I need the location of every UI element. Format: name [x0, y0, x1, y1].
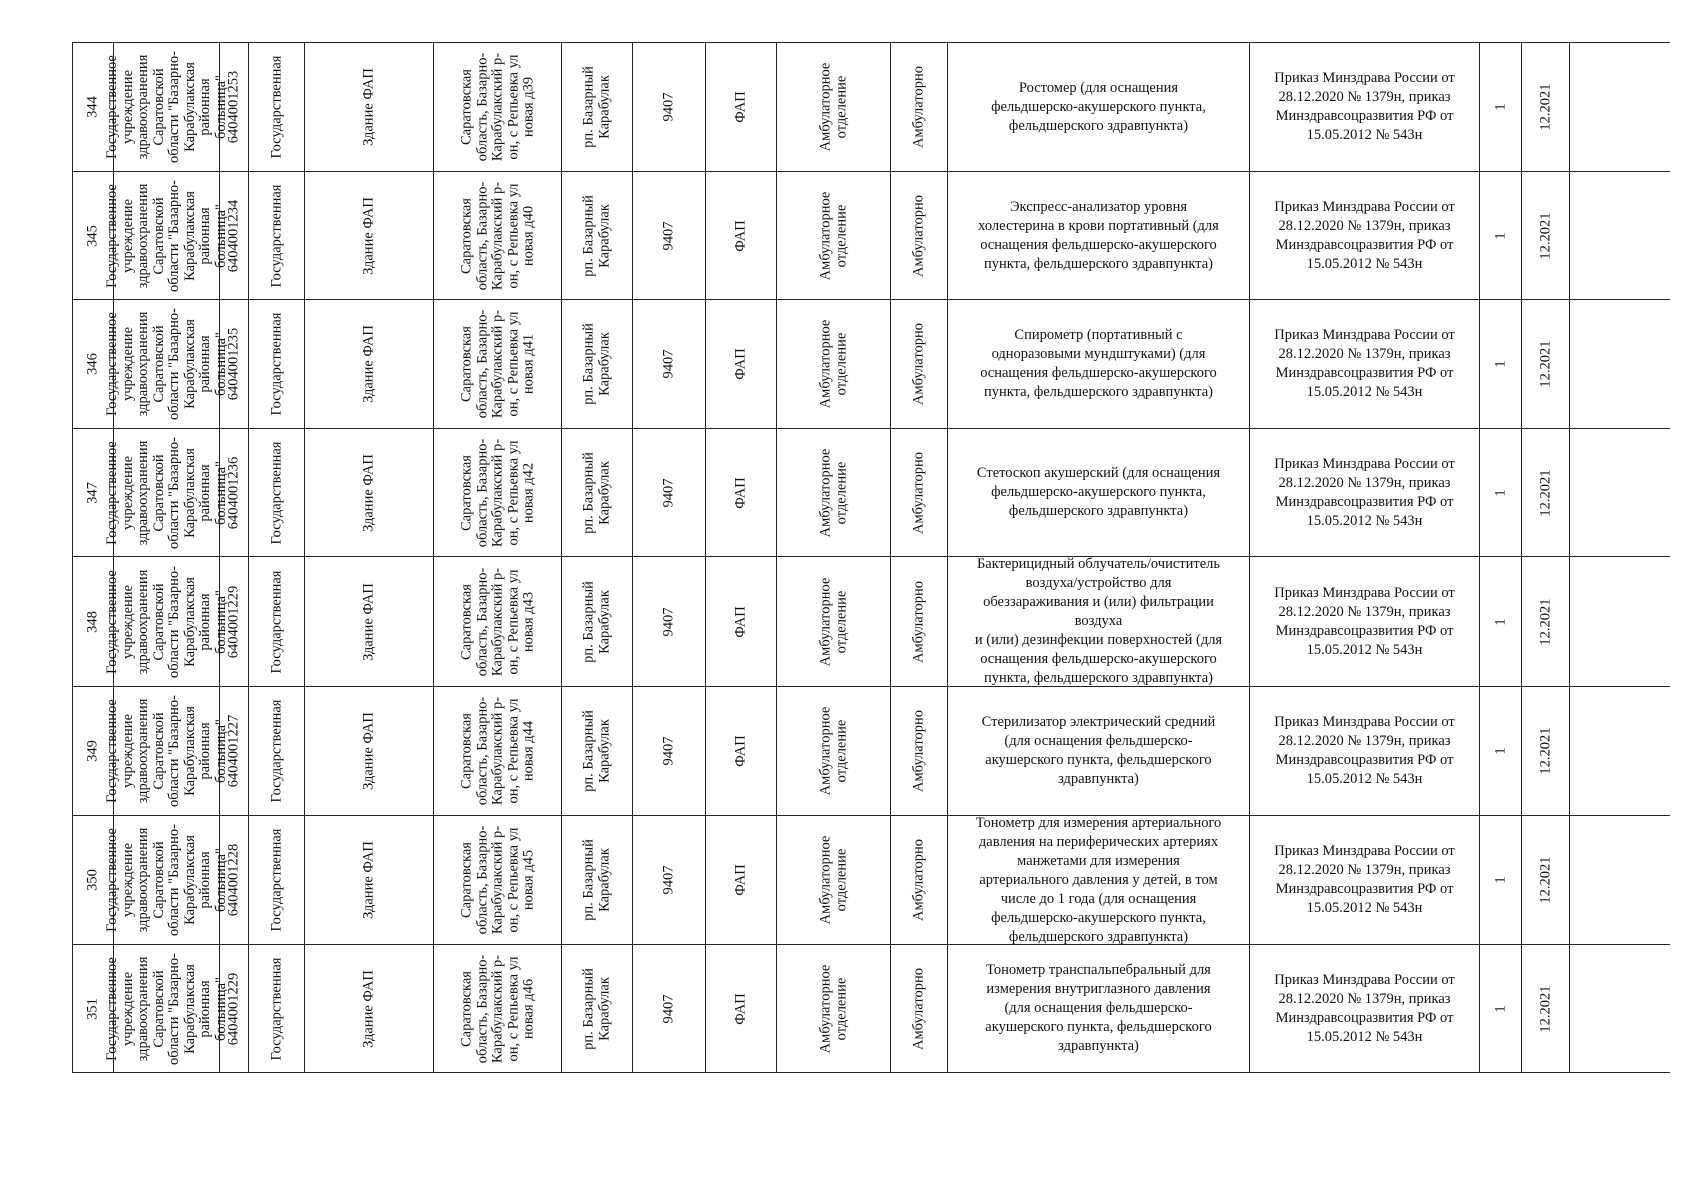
- cell-locality: [562, 429, 633, 556]
- cell-building: [305, 300, 434, 428]
- cell-locality: [562, 557, 633, 686]
- cell-type-text: ФАП: [732, 864, 749, 896]
- table-row: [72, 299, 1670, 428]
- cell-qty-text: 1: [1491, 1004, 1508, 1013]
- cell-mode-text: Амбулаторно: [910, 322, 927, 406]
- cell-building: [305, 816, 434, 944]
- cell-qty: [1480, 816, 1522, 944]
- cell-oktmo: [633, 429, 706, 556]
- cell-org-text: Государственное учреждение здравоохранения Саратовской области "Базарно- Карабулакская районная больница": [103, 565, 228, 678]
- cell-org-text: Государственное учреждение здравоохранения Саратовской области "Базарно- Карабулакская районная больница": [103, 694, 228, 808]
- cell-equipment-text: Тонометр для измерения артериального давления на периферических артериях манжетами для измерения артериального давления у детей, в том числе до 1 года (для оснащения фельдшерско-акушерского пункта, фельдшерского здравпункта): [975, 814, 1222, 945]
- cell-org: [103, 687, 228, 815]
- cell-mode-text: Амбулаторно: [910, 65, 927, 149]
- cell-basis-text: Приказ Минздрава России от 28.12.2020 № 1379н, приказ Минздравсоцразвития РФ от 15.05.2012 № 543н: [1274, 843, 1455, 916]
- cell-type-text: ФАП: [732, 348, 749, 380]
- cell-address: [434, 300, 562, 428]
- cell-date: [1522, 43, 1570, 171]
- table-row: [72, 815, 1670, 944]
- cell-date: [1522, 945, 1570, 1072]
- cell-building: [305, 172, 434, 299]
- cell-org-text: Государственное учреждение здравоохранения Саратовской области "Базарно- Карабулакская районная больница": [103, 179, 228, 292]
- cell-locality-text: рп. Базарный Карабулак: [580, 580, 612, 663]
- cell-address: [434, 43, 562, 171]
- cell-code: [220, 816, 249, 944]
- cell-address-text: Саратовская область, Базарно- Карабулакский р- он, с Репьевка ул новая д44: [457, 696, 536, 806]
- cell-mode: [891, 945, 948, 1072]
- cell-oktmo: [633, 687, 706, 815]
- cell-locality: [562, 945, 633, 1072]
- cell-basis-text: Приказ Минздрава России от 28.12.2020 № 1379н, приказ Минздравсоцразвития РФ от 15.05.2012 № 543н: [1274, 455, 1455, 529]
- cell-date: [1522, 429, 1570, 556]
- cell-oktmo: [633, 557, 706, 686]
- cell-oktmo-text: 9407: [660, 221, 677, 250]
- cell-org: [103, 172, 228, 299]
- cell-department-text: Амбулаторное отделение: [817, 448, 849, 537]
- cell-basis-text: Приказ Минздрава России от 28.12.2020 № 1379н, приказ Минздравсоцразвития РФ от 15.05.2012 № 543н: [1274, 70, 1455, 143]
- cell-ownership-text: Государственная: [267, 184, 284, 287]
- cell-num-text: 346: [84, 353, 101, 375]
- cell-locality: [562, 300, 633, 428]
- cell-num-text: 344: [84, 96, 101, 118]
- cell-equipment: [948, 172, 1250, 299]
- cell-equipment: [948, 557, 1250, 686]
- cell-ownership-text: Государственная: [267, 570, 284, 673]
- cell-equipment: [948, 429, 1250, 556]
- cell-department-text: Амбулаторное отделение: [817, 319, 849, 409]
- cell-mode: [891, 816, 948, 944]
- cell-date-text: 12.2021: [1536, 727, 1553, 775]
- cell-address-text: Саратовская область, Базарно- Карабулакский р- он, с Репьевка ул новая д39: [457, 52, 536, 162]
- cell-qty: [1480, 172, 1522, 299]
- cell-department: [777, 429, 891, 556]
- cell-type: [706, 43, 777, 171]
- cell-num-text: 345: [84, 224, 101, 247]
- cell-building-text: Здание ФАП: [360, 68, 377, 146]
- cell-department-text: Амбулаторное отделение: [817, 62, 849, 152]
- table-row: [72, 686, 1670, 815]
- cell-basis: [1250, 945, 1480, 1072]
- cell-code-text: 6404001234: [225, 199, 242, 272]
- cell-basis-text: Приказ Минздрава России от 28.12.2020 № 1379н, приказ Минздравсоцразвития РФ от 15.05.2012 № 543н: [1274, 714, 1455, 787]
- cell-qty: [1480, 687, 1522, 815]
- cell-building: [305, 687, 434, 815]
- cell-equipment-text: Ростомер (для оснащения фельдшерско-акушерского пункта, фельдшерского здравпункта): [991, 79, 1206, 134]
- cell-qty: [1480, 429, 1522, 556]
- cell-oktmo-text: 9407: [660, 607, 677, 636]
- cell-address: [434, 172, 562, 299]
- equipment-table: [72, 42, 1670, 1067]
- cell-qty: [1480, 557, 1522, 686]
- cell-code-text: 6404001229: [225, 585, 242, 658]
- cell-equipment: [948, 945, 1250, 1072]
- cell-qty-text: 1: [1491, 360, 1508, 368]
- cell-ownership: [249, 300, 305, 428]
- cell-code: [220, 429, 249, 556]
- cell-num-text: 349: [84, 740, 101, 762]
- cell-mode: [891, 429, 948, 556]
- cell-equipment-text: Спирометр (портативный с одноразовыми мундштуками) (для оснащения фельдшерско-акушерского пункта, фельдшерского здравпункта): [980, 327, 1217, 400]
- cell-building-text: Здание ФАП: [360, 196, 377, 275]
- cell-mode-text: Амбулаторно: [910, 709, 927, 793]
- cell-ownership: [249, 687, 305, 815]
- cell-address: [434, 945, 562, 1072]
- cell-address: [434, 816, 562, 944]
- cell-equipment-text: Стерилизатор электрический средний (для оснащения фельдшерско- акушерского пункта, фельдшерского здравпункта): [981, 714, 1216, 787]
- cell-qty-text: 1: [1491, 488, 1508, 497]
- cell-code: [220, 172, 249, 299]
- cell-oktmo: [633, 172, 706, 299]
- cell-mode: [891, 43, 948, 171]
- cell-department: [777, 687, 891, 815]
- cell-mode: [891, 557, 948, 686]
- cell-type: [706, 429, 777, 556]
- cell-department-text: Амбулаторное отделение: [817, 706, 849, 796]
- cell-org: [103, 816, 228, 944]
- cell-type: [706, 172, 777, 299]
- cell-code-text: 6404001235: [225, 327, 242, 401]
- cell-building-text: Здание ФАП: [360, 712, 377, 790]
- cell-date-text: 12.2021: [1536, 83, 1553, 131]
- cell-code-text: 6404001228: [225, 843, 242, 917]
- cell-mode-text: Амбулаторно: [910, 194, 927, 277]
- cell-code: [220, 43, 249, 171]
- cell-basis-text: Приказ Минздрава России от 28.12.2020 № 1379н, приказ Минздравсоцразвития РФ от 15.05.2012 № 543н: [1274, 198, 1455, 272]
- cell-locality: [562, 172, 633, 299]
- cell-org-text: Государственное учреждение здравоохранения Саратовской области "Базарно- Карабулакская районная больница": [103, 50, 228, 164]
- cell-date: [1522, 816, 1570, 944]
- cell-org: [103, 300, 228, 428]
- cell-num-text: 350: [84, 869, 101, 891]
- cell-equipment-text: Экспресс-анализатор уровня холестерина в крови портативный (для оснащения фельдшерско-акушерского пункта, фельдшерского здравпункта): [978, 198, 1219, 272]
- cell-type: [706, 816, 777, 944]
- cell-ownership-text: Государственная: [267, 312, 284, 416]
- cell-address: [434, 557, 562, 686]
- cell-locality: [562, 816, 633, 944]
- cell-address-text: Саратовская область, Базарно- Карабулакский р- он, с Репьевка ул новая д40: [457, 181, 536, 290]
- cell-oktmo-text: 9407: [660, 349, 677, 379]
- cell-locality-text: рп. Базарный Карабулак: [580, 451, 612, 534]
- cell-building: [305, 557, 434, 686]
- cell-locality: [562, 43, 633, 171]
- cell-oktmo: [633, 43, 706, 171]
- cell-locality-text: рп. Базарный Карабулак: [580, 967, 612, 1050]
- cell-department: [777, 816, 891, 944]
- cell-qty-text: 1: [1491, 231, 1508, 240]
- cell-building-text: Здание ФАП: [360, 453, 377, 532]
- cell-oktmo: [633, 945, 706, 1072]
- cell-equipment: [948, 687, 1250, 815]
- cell-type-text: ФАП: [732, 735, 749, 767]
- cell-org: [103, 43, 228, 171]
- cell-address-text: Саратовская область, Базарно- Карабулакский р- он, с Репьевка ул новая д42: [457, 438, 536, 547]
- cell-mode-text: Амбулаторно: [910, 580, 927, 663]
- cell-department: [777, 945, 891, 1072]
- cell-oktmo-text: 9407: [660, 865, 677, 895]
- cell-qty-text: 1: [1491, 103, 1508, 111]
- cell-equipment: [948, 300, 1250, 428]
- cell-department: [777, 172, 891, 299]
- table-row: [72, 171, 1670, 299]
- cell-basis: [1250, 300, 1480, 428]
- cell-date: [1522, 300, 1570, 428]
- cell-qty-text: 1: [1491, 876, 1508, 884]
- cell-address: [434, 687, 562, 815]
- cell-ownership: [249, 43, 305, 171]
- table-row: [72, 428, 1670, 556]
- cell-type: [706, 945, 777, 1072]
- cell-basis-text: Приказ Минздрава России от 28.12.2020 № 1379н, приказ Минздравсоцразвития РФ от 15.05.2012 № 543н: [1274, 584, 1455, 658]
- cell-qty: [1480, 945, 1522, 1072]
- cell-ownership: [249, 172, 305, 299]
- cell-building-text: Здание ФАП: [360, 582, 377, 661]
- cell-locality-text: рп. Базарный Карабулак: [580, 323, 612, 405]
- cell-building-text: Здание ФАП: [360, 841, 377, 919]
- cell-date: [1522, 687, 1570, 815]
- cell-oktmo: [633, 816, 706, 944]
- cell-ownership-text: Государственная: [267, 957, 284, 1060]
- cell-ownership-text: Государственная: [267, 55, 284, 159]
- cell-type-text: ФАП: [732, 91, 749, 123]
- cell-equipment-text: Бактерицидный облучатель/очиститель воздуха/устройство для обеззараживания и (или) фильтрации воздуха и (или) дезинфекции поверхностей (для оснащения фельдшерско-акушерского пункта, фельдшерского здравпункта): [974, 556, 1223, 686]
- cell-org-text: Государственное учреждение здравоохранения Саратовской области "Базарно- Карабулакская районная больница": [103, 307, 228, 421]
- cell-building: [305, 429, 434, 556]
- cell-type-text: ФАП: [732, 605, 749, 638]
- cell-address-text: Саратовская область, Базарно- Карабулакский р- он, с Репьевка ул новая д43: [457, 567, 536, 676]
- cell-date-text: 12.2021: [1536, 984, 1553, 1033]
- cell-department-text: Амбулаторное отделение: [817, 964, 849, 1053]
- cell-address-text: Саратовская область, Базарно- Карабулакский р- он, с Репьевка ул новая д41: [457, 309, 536, 419]
- cell-building: [305, 43, 434, 171]
- cell-code: [220, 945, 249, 1072]
- cell-qty: [1480, 300, 1522, 428]
- cell-type: [706, 300, 777, 428]
- cell-code-text: 6404001227: [225, 714, 242, 788]
- cell-org: [103, 429, 228, 556]
- cell-address-text: Саратовская область, Базарно- Карабулакский р- он, с Репьевка ул новая д46: [457, 954, 536, 1063]
- cell-code: [220, 557, 249, 686]
- cell-code-text: 6404001236: [225, 456, 242, 529]
- cell-org: [103, 557, 228, 686]
- cell-code: [220, 300, 249, 428]
- cell-locality-text: рп. Базарный Карабулак: [580, 66, 612, 148]
- cell-equipment-text: Стетоскоп акушерский (для оснащения фельдшерско-акушерского пункта, фельдшерского здравпункта): [976, 465, 1221, 519]
- cell-qty: [1480, 43, 1522, 171]
- cell-org-text: Государственное учреждение здравоохранения Саратовской области "Базарно- Карабулакская районная больница": [103, 952, 228, 1065]
- cell-mode-text: Амбулаторно: [910, 967, 927, 1050]
- table-row: [72, 944, 1670, 1073]
- cell-mode-text: Амбулаторно: [910, 451, 927, 534]
- cell-equipment: [948, 816, 1250, 944]
- cell-date-text: 12.2021: [1536, 856, 1553, 904]
- cell-ownership: [249, 816, 305, 944]
- cell-department: [777, 43, 891, 171]
- cell-basis: [1250, 687, 1480, 815]
- cell-locality-text: рп. Базарный Карабулак: [580, 839, 612, 921]
- cell-building: [305, 945, 434, 1072]
- cell-department: [777, 557, 891, 686]
- cell-num-text: 347: [84, 481, 101, 504]
- cell-department: [777, 300, 891, 428]
- cell-department-text: Амбулаторное отделение: [817, 577, 849, 666]
- cell-ownership: [249, 557, 305, 686]
- cell-date: [1522, 557, 1570, 686]
- cell-building-text: Здание ФАП: [360, 969, 377, 1048]
- cell-type: [706, 557, 777, 686]
- cell-date-text: 12.2021: [1536, 597, 1553, 646]
- cell-ownership-text: Государственная: [267, 699, 284, 803]
- cell-org-text: Государственное учреждение здравоохранения Саратовской области "Базарно- Карабулакская районная больница": [103, 436, 228, 549]
- cell-date-text: 12.2021: [1536, 340, 1553, 388]
- cell-num-text: 348: [84, 610, 101, 633]
- cell-type: [706, 687, 777, 815]
- cell-equipment-text: Тонометр транспальпебральный для измерения внутриглазного давления (для оснащения фельдшерско- акушерского пункта, фельдшерского здравпункта): [985, 962, 1212, 1054]
- cell-basis-text: Приказ Минздрава России от 28.12.2020 № 1379н, приказ Минздравсоцразвития РФ от 15.05.2012 № 543н: [1274, 971, 1455, 1045]
- cell-qty-text: 1: [1491, 747, 1508, 755]
- cell-org: [103, 945, 228, 1072]
- cell-ownership-text: Государственная: [267, 441, 284, 544]
- cell-oktmo-text: 9407: [660, 994, 677, 1023]
- cell-code: [220, 687, 249, 815]
- cell-basis: [1250, 816, 1480, 944]
- cell-address: [434, 429, 562, 556]
- cell-ownership: [249, 429, 305, 556]
- table-row: [72, 42, 1670, 171]
- cell-locality: [562, 687, 633, 815]
- cell-mode: [891, 300, 948, 428]
- cell-basis-text: Приказ Минздрава России от 28.12.2020 № 1379н, приказ Минздравсоцразвития РФ от 15.05.2012 № 543н: [1274, 327, 1455, 400]
- cell-oktmo-text: 9407: [660, 736, 677, 766]
- cell-date-text: 12.2021: [1536, 211, 1553, 260]
- cell-type-text: ФАП: [732, 992, 749, 1025]
- cell-oktmo-text: 9407: [660, 478, 677, 507]
- cell-address-text: Саратовская область, Базарно- Карабулакский р- он, с Репьевка ул новая д45: [457, 825, 536, 935]
- cell-department-text: Амбулаторное отделение: [817, 191, 849, 280]
- cell-mode: [891, 687, 948, 815]
- cell-mode-text: Амбулаторно: [910, 838, 927, 922]
- cell-basis: [1250, 557, 1480, 686]
- cell-num-text: 351: [84, 997, 101, 1020]
- cell-date-text: 12.2021: [1536, 468, 1553, 517]
- cell-basis: [1250, 43, 1480, 171]
- cell-mode: [891, 172, 948, 299]
- cell-type-text: ФАП: [732, 219, 749, 252]
- cell-type-text: ФАП: [732, 476, 749, 509]
- cell-locality-text: рп. Базарный Карабулак: [580, 194, 612, 277]
- cell-basis: [1250, 429, 1480, 556]
- cell-ownership-text: Государственная: [267, 828, 284, 932]
- cell-code-text: 6404001253: [225, 70, 242, 144]
- cell-department-text: Амбулаторное отделение: [817, 835, 849, 925]
- cell-ownership: [249, 945, 305, 1072]
- cell-org-text: Государственное учреждение здравоохранения Саратовской области "Базарно- Карабулакская районная больница": [103, 823, 228, 937]
- cell-oktmo: [633, 300, 706, 428]
- cell-qty-text: 1: [1491, 617, 1508, 626]
- cell-locality-text: рп. Базарный Карабулак: [580, 710, 612, 792]
- cell-basis: [1250, 172, 1480, 299]
- cell-date: [1522, 172, 1570, 299]
- cell-equipment: [948, 43, 1250, 171]
- cell-code-text: 6404001229: [225, 972, 242, 1045]
- cell-building-text: Здание ФАП: [360, 325, 377, 403]
- table-row: [72, 556, 1670, 686]
- cell-oktmo-text: 9407: [660, 92, 677, 122]
